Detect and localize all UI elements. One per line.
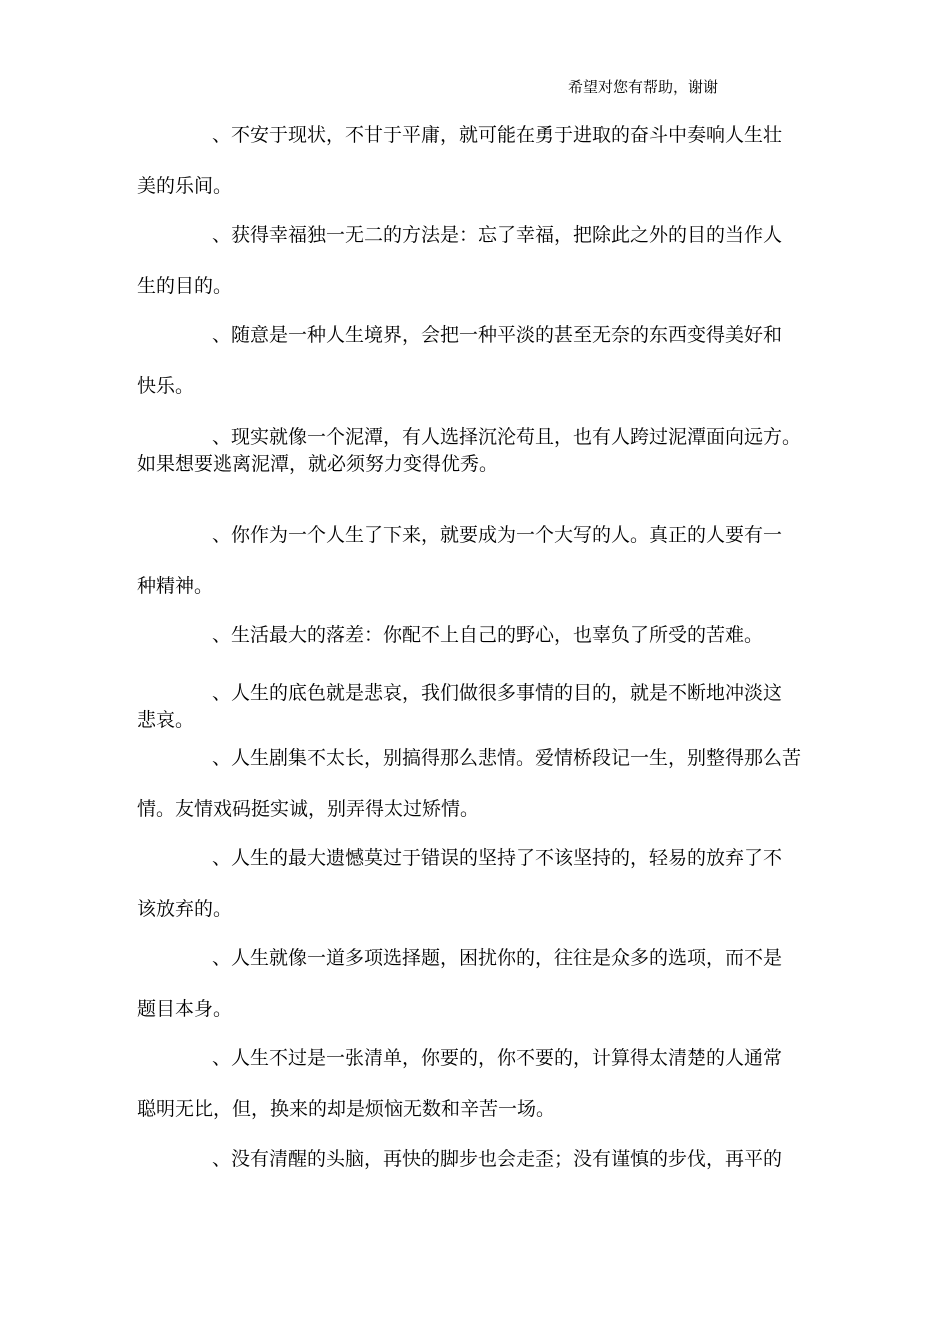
paragraph-9: [137, 845, 827, 922]
paragraph-10: [137, 945, 827, 1022]
paragraph-line: 、现实就像一个泥潭，有人选择沉沦苟且，也有人跨过泥潭面向远方。: [212, 426, 802, 448]
paragraph-line: 题目本身。: [137, 998, 233, 1020]
paragraph-line: 、人生就像一道多项选择题，困扰你的，往往是众多的选项，而不是: [212, 947, 783, 969]
paragraph-line: 、生活最大的落差：你配不上自己的野心，也辜负了所受的苦难。: [212, 624, 764, 646]
paragraph-line: 、人生的底色就是悲哀，我们做很多事情的目的，就是不断地冲淡这: [212, 682, 783, 704]
paragraph-line: 、人生剧集不太长，别搞得那么悲情。爱情桥段记一生，别整得那么苦: [212, 747, 802, 769]
paragraph-line: 、没有清醒的头脑，再快的脚步也会走歪；没有谨慎的步伐，再平的: [212, 1148, 783, 1170]
paragraph-line: 、随意是一种人生境界，会把一种平淡的甚至无奈的东西变得美好和: [212, 324, 783, 346]
paragraph-line: 、不安于现状，不甘于平庸，就可能在勇于进取的奋斗中奏响人生壮: [212, 124, 783, 146]
paragraph-line: 生的目的。: [137, 275, 233, 297]
paragraph-line: 快乐。: [137, 375, 195, 397]
paragraph-line: 情。友情戏码挺实诚，别弄得太过矫情。: [137, 798, 480, 820]
paragraph-line: 该放弃的。: [137, 898, 233, 920]
paragraph-line: 如果想要逃离泥潭，就必须努力变得优秀。: [137, 453, 499, 475]
paragraph-1: [137, 122, 827, 199]
paragraph-4: [137, 424, 827, 477]
paragraph-12: [137, 1146, 827, 1172]
paragraph-line: 美的乐间。: [137, 175, 233, 197]
paragraph-6: [137, 622, 827, 648]
paragraph-line: 、你作为一个人生了下来，就要成为一个大写的人。真正的人要有一: [212, 524, 783, 546]
paragraph-line: 悲哀。: [137, 709, 195, 731]
paragraph-line: 、人生不过是一张清单，你要的，你不要的，计算得太清楚的人通常: [212, 1047, 783, 1069]
paragraph-7: [137, 680, 827, 733]
paragraph-8: [137, 745, 827, 822]
paragraph-11: [137, 1045, 827, 1122]
paragraph-2: [137, 222, 827, 299]
paragraph-5: [137, 522, 827, 599]
paragraph-line: 种精神。: [137, 575, 214, 597]
paragraph-line: 聪明无比，但，换来的却是烦恼无数和辛苦一场。: [137, 1098, 556, 1120]
paragraph-line: 、人生的最大遗憾莫过于错误的坚持了不该坚持的，轻易的放弃了不: [212, 847, 783, 869]
paragraph-line: 、获得幸福独一无二的方法是：忘了幸福，把除此之外的目的当作人: [212, 224, 783, 246]
header-note: 希望对您有帮助，谢谢: [568, 78, 719, 96]
paragraph-3: [137, 322, 827, 399]
